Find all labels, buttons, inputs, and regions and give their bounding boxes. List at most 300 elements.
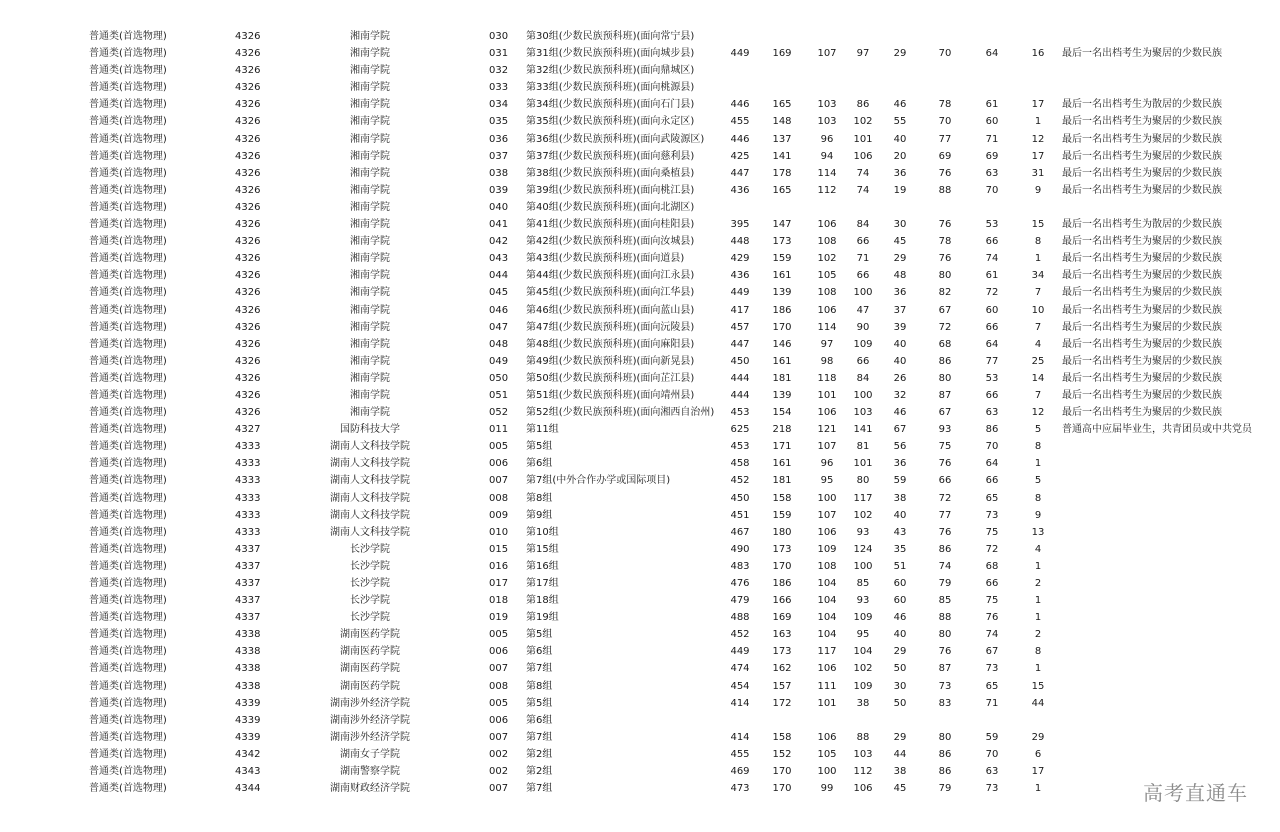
score-cell: 40 <box>893 355 907 367</box>
score-cell <box>972 28 1012 45</box>
group-code-cell: 041 <box>489 219 509 231</box>
score-cell: 141 <box>853 424 873 436</box>
score-cell <box>880 199 920 216</box>
score-cell: 66 <box>985 236 999 248</box>
score-cell: 68 <box>938 338 952 350</box>
score-cell: 71 <box>985 133 999 145</box>
note-cell: 最后一名出档考生为聚居的少数民族 <box>1062 355 1222 367</box>
score-cell: 152 <box>772 748 792 760</box>
score-cell: 102 <box>853 116 873 128</box>
score-cell: 165 <box>772 99 792 111</box>
group-code-cell: 011 <box>489 424 509 436</box>
score-cell: 450 <box>730 492 750 504</box>
score-cell: 104 <box>817 595 837 607</box>
school-code-cell: 4337 <box>235 595 261 607</box>
table-row <box>0 165 1280 182</box>
table-row <box>0 541 1280 558</box>
score-cell: 103 <box>817 99 837 111</box>
score-cell: 15 <box>1031 680 1045 692</box>
school-name-cell: 湘南学院 <box>350 150 390 162</box>
score-cell: 166 <box>772 595 792 607</box>
score-cell: 55 <box>893 116 907 128</box>
group-name-cell: 第37组(少数民族预科班)(面向慈利县) <box>526 150 695 162</box>
score-cell: 8 <box>1034 646 1042 658</box>
school-name-cell: 湘南学院 <box>350 116 390 128</box>
group-name-cell: 第7组 <box>526 783 553 795</box>
group-name-cell: 第6组 <box>526 714 553 726</box>
score-cell <box>972 62 1012 79</box>
score-cell: 71 <box>985 697 999 709</box>
note-cell <box>1062 79 1277 96</box>
group-code-cell: 006 <box>489 646 509 658</box>
score-cell: 118 <box>817 372 837 384</box>
score-cell: 74 <box>985 629 999 641</box>
school-name-cell: 湘南学院 <box>350 201 390 213</box>
school-code-cell: 4326 <box>235 99 261 111</box>
category-cell: 普通类(首选物理) <box>89 748 167 760</box>
score-cell: 74 <box>985 253 999 265</box>
score-cell: 12 <box>1031 407 1045 419</box>
group-name-cell: 第6组 <box>526 646 553 658</box>
school-code-cell: 4333 <box>235 526 261 538</box>
score-cell: 77 <box>938 133 952 145</box>
score-cell: 46 <box>893 99 907 111</box>
score-cell: 139 <box>772 389 792 401</box>
note-cell: 最后一名出档考生为聚居的少数民族 <box>1062 133 1222 145</box>
school-name-cell: 湖南医药学院 <box>340 629 400 641</box>
note-cell: 最后一名出档考生为聚居的少数民族 <box>1062 389 1222 401</box>
note-cell <box>1062 678 1277 695</box>
category-cell: 普通类(首选物理) <box>89 543 167 555</box>
score-cell <box>807 62 847 79</box>
school-name-cell: 湘南学院 <box>350 31 390 42</box>
score-cell <box>843 62 883 79</box>
score-cell: 96 <box>820 133 834 145</box>
score-cell: 50 <box>893 663 907 675</box>
score-cell: 17 <box>1031 99 1045 111</box>
score-cell: 483 <box>730 560 750 572</box>
category-cell: 普通类(首选物理) <box>89 219 167 231</box>
score-cell: 29 <box>893 48 907 60</box>
score-cell: 109 <box>853 680 873 692</box>
note-cell: 普通高中应届毕业生，共青团员或中共党员 <box>1062 424 1252 436</box>
school-code-cell: 4326 <box>235 270 261 282</box>
group-name-cell: 第17组 <box>526 578 559 589</box>
score-cell: 100 <box>853 287 873 299</box>
table-row <box>0 455 1280 472</box>
table-row <box>0 660 1280 677</box>
score-cell: 93 <box>856 526 870 538</box>
score-cell: 87 <box>938 389 952 401</box>
school-name-cell: 湘南学院 <box>350 219 390 231</box>
category-cell: 普通类(首选物理) <box>89 304 167 316</box>
score-cell: 170 <box>772 321 792 333</box>
score-cell: 447 <box>730 338 750 350</box>
group-code-cell: 007 <box>489 663 509 675</box>
school-name-cell: 湖南人文科技学院 <box>330 458 410 470</box>
group-name-cell: 第43组(少数民族预科班)(面向道县) <box>526 253 685 265</box>
group-name-cell: 第49组(少数民族预科班)(面向新晃县) <box>526 355 695 367</box>
score-cell: 453 <box>730 407 750 419</box>
score-cell: 395 <box>730 219 750 231</box>
score-cell: 103 <box>817 116 837 128</box>
score-cell: 102 <box>853 509 873 521</box>
score-cell: 104 <box>817 629 837 641</box>
score-cell: 66 <box>985 475 999 487</box>
group-name-cell: 第42组(少数民族预科班)(面向汝城县) <box>526 236 695 248</box>
score-cell: 425 <box>730 150 750 162</box>
score-cell: 8 <box>1034 492 1042 504</box>
score-cell: 106 <box>853 150 873 162</box>
school-name-cell: 湖南警察学院 <box>340 766 400 778</box>
score-cell: 59 <box>985 731 999 743</box>
school-code-cell: 4344 <box>235 783 261 795</box>
note-cell <box>1062 643 1277 660</box>
category-cell: 普通类(首选物理) <box>89 321 167 333</box>
group-code-cell: 009 <box>489 509 509 521</box>
table-row <box>0 626 1280 643</box>
score-cell <box>762 199 802 216</box>
group-code-cell: 005 <box>489 629 509 641</box>
score-cell <box>720 79 760 96</box>
score-cell: 108 <box>817 287 837 299</box>
table-row <box>0 233 1280 250</box>
score-cell: 147 <box>772 219 792 231</box>
note-cell: 最后一名出档考生为聚居的少数民族 <box>1062 236 1222 248</box>
score-cell: 1 <box>1034 560 1042 572</box>
score-cell: 173 <box>772 236 792 248</box>
score-cell <box>880 79 920 96</box>
score-cell: 114 <box>817 321 837 333</box>
score-cell: 141 <box>772 150 792 162</box>
category-cell: 普通类(首选物理) <box>89 287 167 299</box>
score-cell: 73 <box>938 680 952 692</box>
score-cell: 67 <box>893 424 907 436</box>
score-cell: 7 <box>1034 287 1042 299</box>
school-code-cell: 4339 <box>235 714 261 726</box>
score-cell: 9 <box>1034 184 1042 196</box>
score-cell: 29 <box>893 253 907 265</box>
school-code-cell: 4326 <box>235 338 261 350</box>
score-cell: 105 <box>817 748 837 760</box>
table-row <box>0 113 1280 130</box>
score-cell: 98 <box>820 355 834 367</box>
group-name-cell: 第6组 <box>526 458 553 470</box>
score-cell: 446 <box>730 99 750 111</box>
school-name-cell: 湘南学院 <box>350 167 390 179</box>
table-row <box>0 79 1280 96</box>
score-cell: 417 <box>730 304 750 316</box>
group-code-cell: 016 <box>489 560 509 572</box>
group-name-cell: 第33组(少数民族预科班)(面向桃源县) <box>526 82 695 94</box>
school-name-cell: 长沙学院 <box>350 595 390 607</box>
score-cell: 106 <box>817 731 837 743</box>
group-code-cell: 002 <box>489 748 509 760</box>
score-cell: 84 <box>856 372 870 384</box>
score-cell: 100 <box>853 560 873 572</box>
category-cell: 普通类(首选物理) <box>89 372 167 384</box>
score-cell: 73 <box>985 783 999 795</box>
school-code-cell: 4326 <box>235 167 261 179</box>
score-cell: 1 <box>1034 458 1042 470</box>
score-cell: 86 <box>856 99 870 111</box>
note-cell: 最后一名出档考生为聚居的少数民族 <box>1062 338 1222 350</box>
school-name-cell: 湘南学院 <box>350 304 390 316</box>
score-cell: 64 <box>985 338 999 350</box>
score-cell: 103 <box>853 407 873 419</box>
score-cell: 17 <box>1031 766 1045 778</box>
score-cell: 186 <box>772 304 792 316</box>
score-cell: 38 <box>856 697 870 709</box>
school-name-cell: 湘南学院 <box>350 133 390 145</box>
score-cell: 181 <box>772 475 792 487</box>
score-cell: 106 <box>817 663 837 675</box>
category-cell: 普通类(首选物理) <box>89 167 167 179</box>
score-cell: 109 <box>853 612 873 624</box>
table-row <box>0 643 1280 660</box>
score-cell: 69 <box>985 150 999 162</box>
school-name-cell: 湖南医药学院 <box>340 680 400 692</box>
score-cell: 8 <box>1034 236 1042 248</box>
category-cell: 普通类(首选物理) <box>89 48 167 60</box>
score-cell: 93 <box>856 595 870 607</box>
score-cell: 63 <box>985 407 999 419</box>
group-name-cell: 第7组 <box>526 663 553 675</box>
score-cell: 51 <box>893 560 907 572</box>
score-cell: 56 <box>893 441 907 453</box>
group-code-cell: 010 <box>489 526 509 538</box>
score-cell: 102 <box>853 663 873 675</box>
score-cell <box>972 199 1012 216</box>
score-cell: 72 <box>985 287 999 299</box>
note-cell: 最后一名出档考生为聚居的少数民族 <box>1062 304 1222 316</box>
group-code-cell: 043 <box>489 253 509 265</box>
score-cell: 76 <box>938 219 952 231</box>
table-row <box>0 438 1280 455</box>
category-cell: 普通类(首选物理) <box>89 646 167 658</box>
table-row <box>0 148 1280 165</box>
group-name-cell: 第48组(少数民族预科班)(面向麻阳县) <box>526 338 695 350</box>
table-row <box>0 96 1280 113</box>
score-cell: 99 <box>820 783 834 795</box>
group-name-cell: 第34组(少数民族预科班)(面向石门县) <box>526 99 695 111</box>
category-cell: 普通类(首选物理) <box>89 99 167 111</box>
score-cell: 85 <box>856 578 870 589</box>
school-code-cell: 4338 <box>235 680 261 692</box>
school-code-cell: 4326 <box>235 389 261 401</box>
score-cell: 36 <box>893 287 907 299</box>
score-cell: 72 <box>938 321 952 333</box>
score-cell <box>762 79 802 96</box>
score-cell: 37 <box>893 304 907 316</box>
score-cell: 436 <box>730 184 750 196</box>
score-cell: 104 <box>817 612 837 624</box>
school-name-cell: 湘南学院 <box>350 236 390 248</box>
category-cell: 普通类(首选物理) <box>89 150 167 162</box>
score-cell: 74 <box>856 167 870 179</box>
score-cell: 107 <box>817 441 837 453</box>
school-code-cell: 4337 <box>235 543 261 555</box>
school-code-cell: 4337 <box>235 578 261 589</box>
score-cell: 30 <box>893 680 907 692</box>
score-cell: 453 <box>730 441 750 453</box>
score-cell: 60 <box>985 304 999 316</box>
table-row <box>0 131 1280 148</box>
score-cell <box>925 62 965 79</box>
score-cell: 80 <box>856 475 870 487</box>
score-cell: 455 <box>730 116 750 128</box>
score-cell: 13 <box>1031 526 1045 538</box>
group-code-cell: 051 <box>489 389 509 401</box>
school-code-cell: 4338 <box>235 629 261 641</box>
score-cell: 95 <box>856 629 870 641</box>
category-cell: 普通类(首选物理) <box>89 663 167 675</box>
score-cell: 444 <box>730 372 750 384</box>
score-cell: 95 <box>820 475 834 487</box>
table-row <box>0 695 1280 712</box>
score-cell: 452 <box>730 629 750 641</box>
school-name-cell: 湖南涉外经济学院 <box>330 731 410 743</box>
score-cell: 64 <box>985 48 999 60</box>
school-code-cell: 4333 <box>235 441 261 453</box>
note-cell: 最后一名出档考生为聚居的少数民族 <box>1062 167 1222 179</box>
score-cell <box>843 28 883 45</box>
table-row <box>0 353 1280 370</box>
score-cell: 74 <box>856 184 870 196</box>
school-name-cell: 湖南女子学院 <box>340 748 400 760</box>
group-name-cell: 第18组 <box>526 595 559 607</box>
score-cell <box>720 199 760 216</box>
score-cell: 78 <box>938 99 952 111</box>
score-cell: 97 <box>856 48 870 60</box>
group-code-cell: 018 <box>489 595 509 607</box>
group-code-cell: 046 <box>489 304 509 316</box>
score-cell: 178 <box>772 167 792 179</box>
category-cell: 普通类(首选物理) <box>89 407 167 419</box>
school-name-cell: 长沙学院 <box>350 543 390 555</box>
score-cell: 169 <box>772 612 792 624</box>
table-row <box>0 199 1280 216</box>
score-cell: 106 <box>817 304 837 316</box>
score-cell: 170 <box>772 783 792 795</box>
school-code-cell: 4326 <box>235 201 261 213</box>
score-cell: 76 <box>938 458 952 470</box>
group-name-cell: 第38组(少数民族预科班)(面向桑植县) <box>526 167 695 179</box>
score-cell: 101 <box>853 133 873 145</box>
category-cell: 普通类(首选物理) <box>89 82 167 94</box>
score-cell: 64 <box>985 458 999 470</box>
category-cell: 普通类(首选物理) <box>89 116 167 128</box>
table-row <box>0 216 1280 233</box>
group-name-cell: 第10组 <box>526 526 559 538</box>
note-cell <box>1062 507 1277 524</box>
group-code-cell: 034 <box>489 99 509 111</box>
score-cell: 180 <box>772 526 792 538</box>
score-cell: 159 <box>772 509 792 521</box>
score-cell: 148 <box>772 116 792 128</box>
score-cell: 449 <box>730 646 750 658</box>
score-cell: 474 <box>730 663 750 675</box>
score-cell: 452 <box>730 475 750 487</box>
note-cell <box>1062 472 1277 489</box>
table-row <box>0 780 1280 797</box>
table-row <box>0 182 1280 199</box>
group-name-cell: 第8组 <box>526 492 553 504</box>
score-cell: 7 <box>1034 321 1042 333</box>
score-cell: 436 <box>730 270 750 282</box>
score-cell: 172 <box>772 697 792 709</box>
score-cell: 159 <box>772 253 792 265</box>
table-row <box>0 62 1280 79</box>
group-code-cell: 040 <box>489 201 509 213</box>
score-cell: 457 <box>730 321 750 333</box>
school-name-cell: 湖南人文科技学院 <box>330 492 410 504</box>
school-code-cell: 4342 <box>235 748 261 760</box>
score-cell: 67 <box>985 646 999 658</box>
category-cell: 普通类(首选物理) <box>89 680 167 692</box>
school-code-cell: 4326 <box>235 48 261 60</box>
group-code-cell: 007 <box>489 783 509 795</box>
score-cell: 75 <box>938 441 952 453</box>
group-code-cell: 005 <box>489 697 509 709</box>
group-code-cell: 031 <box>489 48 509 60</box>
category-cell: 普通类(首选物理) <box>89 783 167 795</box>
score-cell: 112 <box>853 766 873 778</box>
category-cell: 普通类(首选物理) <box>89 389 167 401</box>
note-cell <box>1062 729 1277 746</box>
category-cell: 普通类(首选物理) <box>89 595 167 607</box>
note-cell <box>1062 609 1277 626</box>
table-row <box>0 712 1280 729</box>
score-cell: 63 <box>985 167 999 179</box>
category-cell: 普通类(首选物理) <box>89 697 167 709</box>
score-cell: 12 <box>1031 133 1045 145</box>
score-cell: 109 <box>817 543 837 555</box>
group-name-cell: 第5组 <box>526 441 553 453</box>
score-cell: 85 <box>938 595 952 607</box>
table-row <box>0 592 1280 609</box>
group-name-cell: 第46组(少数民族预科班)(面向蓝山县) <box>526 304 695 316</box>
score-cell: 50 <box>893 697 907 709</box>
score-cell: 46 <box>893 612 907 624</box>
category-cell: 普通类(首选物理) <box>89 133 167 145</box>
score-cell: 107 <box>817 48 837 60</box>
group-name-cell: 第41组(少数民族预科班)(面向桂阳县) <box>526 219 695 231</box>
score-cell: 76 <box>938 646 952 658</box>
score-cell: 81 <box>856 441 870 453</box>
category-cell: 普通类(首选物理) <box>89 560 167 572</box>
score-cell: 106 <box>817 407 837 419</box>
score-cell: 78 <box>938 236 952 248</box>
score-cell: 454 <box>730 680 750 692</box>
score-cell: 117 <box>853 492 873 504</box>
score-cell: 173 <box>772 543 792 555</box>
score-cell: 458 <box>730 458 750 470</box>
group-name-cell: 第39组(少数民族预科班)(面向桃江县) <box>526 184 695 196</box>
score-cell: 102 <box>817 253 837 265</box>
score-cell: 40 <box>893 509 907 521</box>
score-cell: 80 <box>938 629 952 641</box>
school-code-cell: 4337 <box>235 560 261 572</box>
note-cell <box>1062 695 1277 712</box>
score-cell: 165 <box>772 184 792 196</box>
score-cell: 67 <box>938 407 952 419</box>
group-code-cell: 015 <box>489 543 509 555</box>
score-cell: 15 <box>1031 219 1045 231</box>
group-code-cell: 008 <box>489 680 509 692</box>
score-cell: 87 <box>938 663 952 675</box>
category-cell: 普通类(首选物理) <box>89 424 167 436</box>
